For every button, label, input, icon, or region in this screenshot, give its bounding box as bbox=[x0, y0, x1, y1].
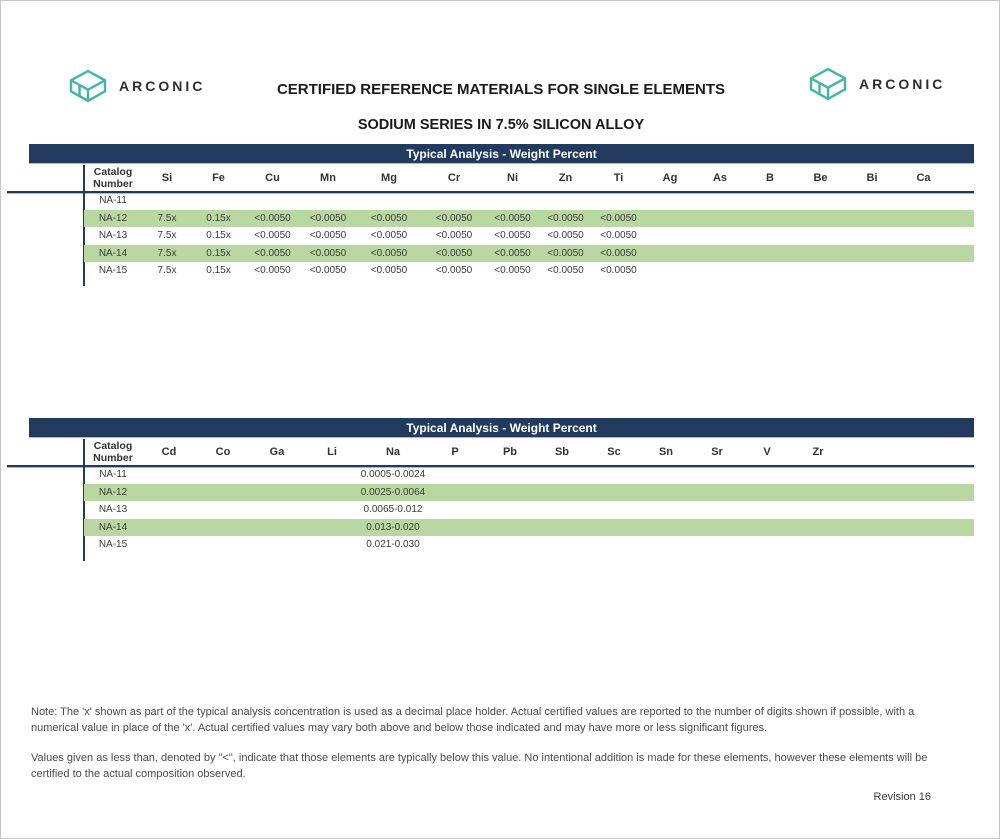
value-cell bbox=[142, 466, 196, 484]
value-cell bbox=[588, 484, 640, 502]
value-cell bbox=[898, 245, 949, 263]
value-cell bbox=[250, 466, 304, 484]
value-cell bbox=[898, 227, 949, 245]
value-cell bbox=[196, 536, 250, 554]
value-cell bbox=[695, 262, 745, 280]
value-cell bbox=[695, 245, 745, 263]
value-cell bbox=[692, 501, 742, 519]
value-cell bbox=[536, 484, 588, 502]
value-cell bbox=[745, 192, 795, 210]
value-cell bbox=[588, 519, 640, 537]
catalog-cell: NA-14 bbox=[84, 245, 142, 263]
value-cell: 0.0065-0.012 bbox=[363, 504, 423, 516]
catalog-cell: NA-15 bbox=[98, 539, 128, 551]
column-header-sb: Sb bbox=[554, 446, 570, 458]
typical-analysis-table-2 bbox=[84, 438, 974, 554]
typical-analysis-table-1 bbox=[84, 164, 974, 280]
filler-cell bbox=[949, 210, 974, 228]
value-cell bbox=[245, 192, 300, 210]
value-cell bbox=[792, 519, 844, 537]
value-cell bbox=[745, 262, 795, 280]
value-cell bbox=[745, 245, 795, 263]
value-cell: <0.0050 bbox=[422, 210, 486, 228]
value-cell bbox=[484, 519, 536, 537]
value-cell: <0.0050 bbox=[254, 230, 291, 242]
filler-cell bbox=[844, 484, 974, 502]
value-cell: <0.0050 bbox=[547, 265, 584, 277]
value-cell bbox=[795, 210, 846, 228]
arconic-logotype: ARCONIC bbox=[859, 76, 946, 92]
value-cell: <0.0050 bbox=[486, 245, 539, 263]
table2-header-row bbox=[84, 438, 974, 466]
filler-header bbox=[949, 164, 974, 192]
value-cell bbox=[356, 192, 422, 210]
value-cell bbox=[196, 519, 250, 537]
value-cell bbox=[745, 210, 795, 228]
value-cell bbox=[695, 210, 745, 228]
column-header-ag: Ag bbox=[662, 172, 678, 184]
catalog-number-header: Catalog Number bbox=[93, 166, 133, 190]
value-cell: <0.0050 bbox=[309, 230, 347, 242]
value-cell: 7.5x bbox=[142, 245, 192, 263]
value-cell: <0.0050 bbox=[600, 230, 637, 242]
value-cell bbox=[588, 466, 640, 484]
table-row bbox=[84, 227, 974, 245]
value-cell: <0.0050 bbox=[422, 245, 486, 263]
value-cell bbox=[426, 536, 484, 554]
document-subtitle: SODIUM SERIES IN 7.5% SILICON ALLOY bbox=[357, 117, 645, 133]
table-row bbox=[84, 466, 974, 484]
catalog-cell: NA-15 bbox=[98, 265, 128, 277]
value-cell bbox=[426, 519, 484, 537]
value-cell bbox=[250, 501, 304, 519]
note-decimal-placeholder: Note: The 'x' shown as part of the typical analysis concentration is used as a decimal place holder. Actual certified values are reported to the number of digits shown if possible, with a numerical value in place of the 'x'. Actual certified values may vary both above and below those indicated and may have more or less significant figures. bbox=[31, 706, 915, 734]
value-cell: <0.0050 bbox=[539, 245, 592, 263]
value-cell bbox=[300, 192, 356, 210]
catalog-cell: NA-13 bbox=[98, 230, 128, 242]
value-cell: 0.15x bbox=[192, 245, 245, 263]
value-cell bbox=[846, 245, 898, 263]
filler-cell bbox=[844, 519, 974, 537]
column-header-zn: Zn bbox=[558, 172, 573, 184]
value-cell bbox=[250, 536, 304, 554]
value-cell bbox=[846, 262, 898, 280]
value-cell: <0.0050 bbox=[435, 265, 473, 277]
value-cell: <0.0050 bbox=[539, 210, 592, 228]
value-cell bbox=[742, 501, 792, 519]
column-header-fe: Fe bbox=[212, 172, 225, 184]
value-cell bbox=[142, 519, 196, 537]
value-cell: <0.0050 bbox=[547, 230, 584, 242]
column-header-li: Li bbox=[327, 446, 337, 458]
catalog-cell: NA-11 bbox=[99, 195, 127, 206]
value-cell bbox=[588, 501, 640, 519]
value-cell bbox=[486, 192, 539, 210]
value-cell: <0.0050 bbox=[592, 245, 645, 263]
filler-cell bbox=[949, 227, 974, 245]
table-row bbox=[84, 536, 974, 554]
table2-banner: Typical Analysis - Weight Percent bbox=[29, 418, 974, 438]
value-cell bbox=[422, 192, 486, 210]
value-cell bbox=[795, 192, 846, 210]
filler-cell bbox=[844, 501, 974, 519]
value-cell bbox=[426, 466, 484, 484]
value-cell bbox=[742, 466, 792, 484]
table-row bbox=[84, 192, 974, 210]
note-less-than-values: Values given as less than, denoted by "<", indicate that those elements are typically below this value. No intentional addition is made for these elements, however these elements will be certified to the actual composition observed. bbox=[31, 752, 928, 780]
catalog-number-header: Catalog Number bbox=[93, 440, 133, 464]
value-cell: 0.0005-0.0024 bbox=[360, 469, 426, 480]
value-cell bbox=[592, 192, 645, 210]
value-cell bbox=[196, 501, 250, 519]
catalog-cell: NA-12 bbox=[84, 210, 142, 228]
value-cell bbox=[792, 501, 844, 519]
value-cell bbox=[795, 227, 846, 245]
column-header-na: Na bbox=[385, 446, 401, 458]
column-header-cr: Cr bbox=[447, 172, 461, 184]
value-cell bbox=[426, 501, 484, 519]
value-cell bbox=[645, 262, 695, 280]
value-cell bbox=[692, 466, 742, 484]
catalog-cell: NA-14 bbox=[84, 519, 142, 537]
value-cell bbox=[846, 227, 898, 245]
value-cell: <0.0050 bbox=[309, 265, 347, 277]
value-cell bbox=[192, 192, 245, 210]
arconic-logotype: ARCONIC bbox=[119, 78, 206, 94]
value-cell bbox=[640, 536, 692, 554]
value-cell bbox=[898, 262, 949, 280]
value-cell: 7.5x bbox=[142, 210, 192, 228]
filler-cell bbox=[844, 536, 974, 554]
column-header-zr: Zr bbox=[812, 446, 824, 458]
column-header-ni: Ni bbox=[507, 172, 518, 184]
value-cell: <0.0050 bbox=[592, 210, 645, 228]
value-cell bbox=[645, 192, 695, 210]
column-header-as: As bbox=[712, 172, 728, 184]
value-cell: 0.0025-0.0064 bbox=[360, 484, 426, 502]
value-cell bbox=[304, 519, 360, 537]
table-row bbox=[84, 210, 974, 228]
filler-cell bbox=[844, 466, 974, 484]
table1-banner: Typical Analysis - Weight Percent bbox=[29, 144, 974, 164]
value-cell bbox=[695, 227, 745, 245]
value-cell bbox=[795, 245, 846, 263]
value-cell bbox=[304, 466, 360, 484]
value-cell: <0.0050 bbox=[486, 210, 539, 228]
value-cell bbox=[745, 227, 795, 245]
column-header-pb: Pb bbox=[502, 446, 518, 458]
value-cell bbox=[142, 501, 196, 519]
table1-header-row bbox=[84, 164, 974, 192]
value-cell bbox=[640, 519, 692, 537]
catalog-cell: NA-13 bbox=[98, 504, 128, 516]
column-header-mg: Mg bbox=[381, 172, 397, 184]
value-cell bbox=[536, 501, 588, 519]
value-cell bbox=[250, 519, 304, 537]
value-cell bbox=[846, 192, 898, 210]
value-cell bbox=[484, 536, 536, 554]
value-cell bbox=[795, 262, 846, 280]
catalog-cell: NA-12 bbox=[84, 484, 142, 502]
column-header-sr: Sr bbox=[711, 446, 723, 458]
value-cell: <0.0050 bbox=[435, 230, 473, 242]
column-header-ti: Ti bbox=[613, 172, 624, 184]
value-cell: <0.0050 bbox=[494, 230, 531, 242]
filler-cell bbox=[949, 192, 974, 210]
value-cell bbox=[142, 484, 196, 502]
value-cell bbox=[304, 536, 360, 554]
table-row bbox=[84, 484, 974, 502]
column-header-cd: Cd bbox=[161, 446, 177, 458]
column-header-p: P bbox=[451, 446, 459, 458]
value-cell bbox=[536, 536, 588, 554]
table-row bbox=[84, 245, 974, 263]
column-header-b: B bbox=[766, 172, 774, 184]
value-cell bbox=[426, 484, 484, 502]
document-title: CERTIFIED REFERENCE MATERIALS FOR SINGLE ELEMENTS bbox=[276, 81, 726, 98]
value-cell: 0.15x bbox=[206, 230, 231, 242]
value-cell bbox=[742, 484, 792, 502]
value-cell bbox=[792, 466, 844, 484]
value-cell bbox=[304, 501, 360, 519]
filler-header bbox=[844, 438, 974, 466]
value-cell: <0.0050 bbox=[254, 265, 291, 277]
value-cell bbox=[792, 484, 844, 502]
value-cell: <0.0050 bbox=[494, 265, 531, 277]
value-cell bbox=[645, 227, 695, 245]
value-cell bbox=[640, 501, 692, 519]
filler-cell bbox=[949, 262, 974, 280]
value-cell: 0.15x bbox=[192, 210, 245, 228]
value-cell bbox=[196, 466, 250, 484]
value-cell bbox=[484, 466, 536, 484]
table-row bbox=[84, 519, 974, 537]
value-cell bbox=[846, 210, 898, 228]
value-cell: <0.0050 bbox=[245, 245, 300, 263]
value-cell bbox=[142, 192, 192, 210]
value-cell bbox=[792, 536, 844, 554]
column-header-co: Co bbox=[215, 446, 231, 458]
value-cell bbox=[695, 192, 745, 210]
value-cell bbox=[484, 484, 536, 502]
value-cell bbox=[640, 484, 692, 502]
value-cell: 0.021-0.030 bbox=[366, 539, 420, 551]
value-cell: <0.0050 bbox=[300, 210, 356, 228]
value-cell bbox=[645, 245, 695, 263]
value-cell: 0.15x bbox=[206, 265, 231, 277]
value-cell: <0.0050 bbox=[245, 210, 300, 228]
column-header-mn: Mn bbox=[320, 172, 336, 184]
column-header-bi: Bi bbox=[866, 172, 878, 184]
revision-label: Revision 16 bbox=[873, 791, 931, 803]
value-cell: <0.0050 bbox=[600, 265, 637, 277]
value-cell bbox=[304, 484, 360, 502]
value-cell: 7.5x bbox=[157, 230, 177, 242]
column-header-si: Si bbox=[161, 172, 173, 184]
value-cell bbox=[536, 519, 588, 537]
value-cell: <0.0050 bbox=[370, 230, 408, 242]
column-header-ca: Ca bbox=[916, 172, 931, 184]
value-cell bbox=[692, 536, 742, 554]
value-cell bbox=[640, 466, 692, 484]
value-cell bbox=[692, 484, 742, 502]
value-cell bbox=[692, 519, 742, 537]
value-cell: <0.0050 bbox=[356, 210, 422, 228]
value-cell bbox=[898, 192, 949, 210]
value-cell bbox=[536, 466, 588, 484]
column-header-sc: Sc bbox=[607, 446, 621, 458]
value-cell bbox=[250, 484, 304, 502]
table-row bbox=[84, 262, 974, 280]
value-cell bbox=[742, 519, 792, 537]
value-cell bbox=[645, 210, 695, 228]
column-header-be: Be bbox=[813, 172, 828, 184]
value-cell bbox=[142, 536, 196, 554]
value-cell: 7.5x bbox=[157, 265, 177, 277]
column-header-ga: Ga bbox=[269, 446, 285, 458]
value-cell: <0.0050 bbox=[370, 265, 408, 277]
value-cell bbox=[588, 536, 640, 554]
table-row bbox=[84, 501, 974, 519]
value-cell bbox=[484, 501, 536, 519]
column-header-v: V bbox=[763, 446, 771, 458]
value-cell: 0.013-0.020 bbox=[360, 519, 426, 537]
value-cell bbox=[898, 210, 949, 228]
value-cell: <0.0050 bbox=[356, 245, 422, 263]
column-header-sn: Sn bbox=[658, 446, 674, 458]
column-header-cu: Cu bbox=[265, 172, 280, 184]
value-cell bbox=[742, 536, 792, 554]
value-cell bbox=[539, 192, 592, 210]
filler-cell bbox=[949, 245, 974, 263]
value-cell: <0.0050 bbox=[300, 245, 356, 263]
catalog-cell: NA-11 bbox=[99, 469, 127, 480]
value-cell bbox=[196, 484, 250, 502]
